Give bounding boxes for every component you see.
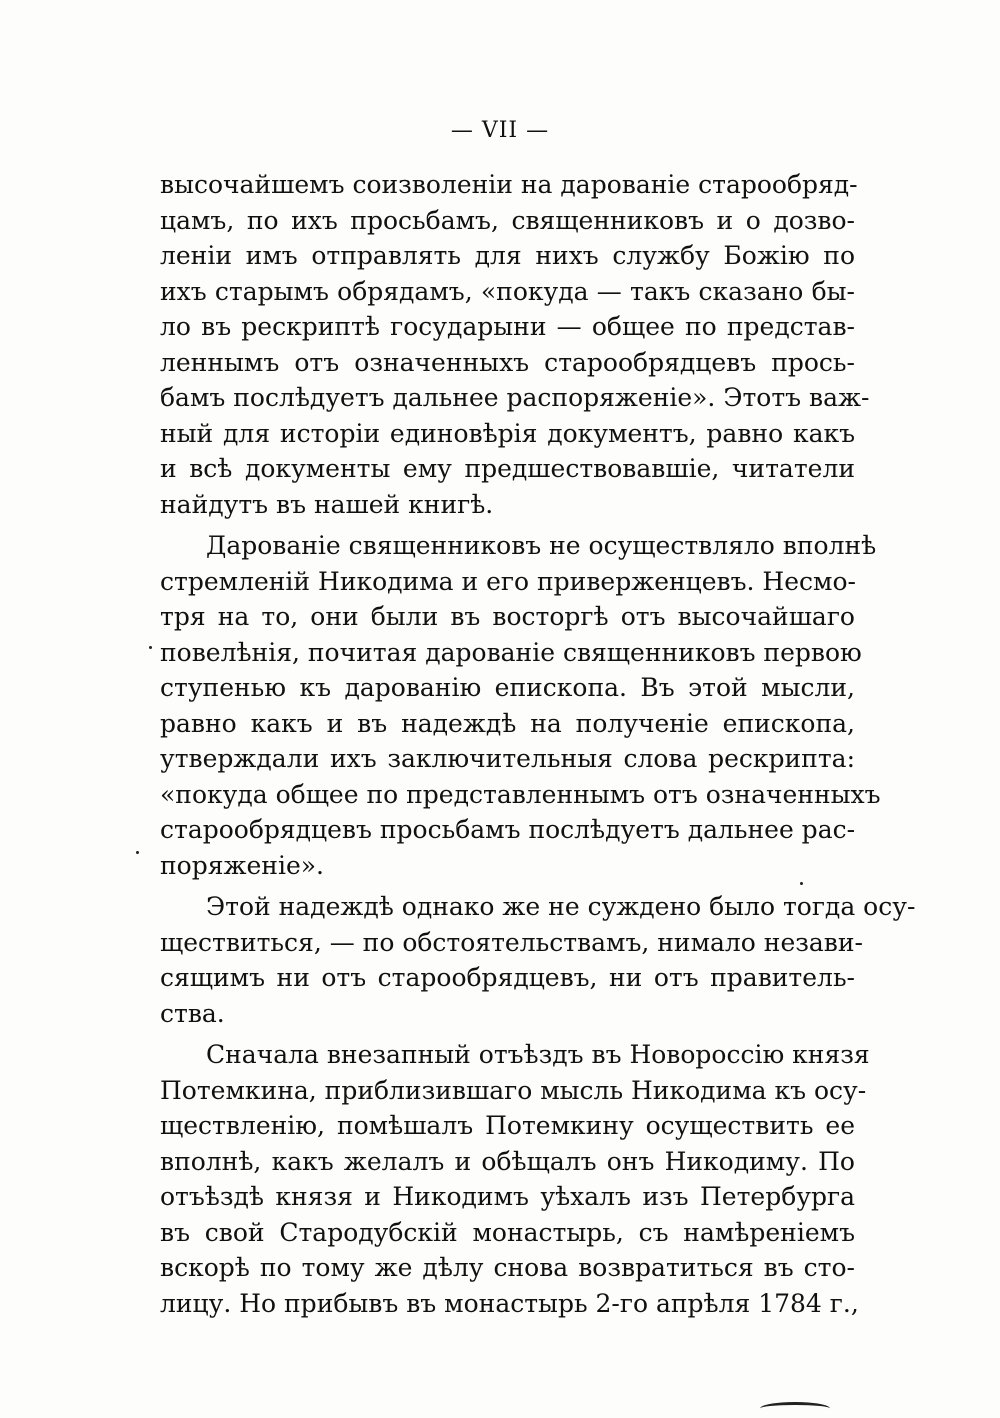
text-line: найдутъ въ нашей книгѣ. <box>160 489 494 519</box>
paragraph <box>160 1037 870 1321</box>
paragraph <box>160 889 916 1031</box>
text-line: равно какъ и въ надеждѣ на полученіе епископа, <box>160 708 855 738</box>
text-line: цамъ, по ихъ просьбамъ, священниковъ и о дозво- <box>160 205 855 235</box>
text-line: Этой надеждѣ однако же не суждено было тогда осу- <box>206 892 916 921</box>
text-line: отъѣздѣ князя и Никодимъ уѣхалъ изъ Петербурга <box>160 1182 855 1211</box>
next-page-bleed-mark <box>760 1402 830 1415</box>
text-line: утверждали ихъ заключительныя слова рескрипта: <box>160 744 855 773</box>
ink-speck <box>800 882 803 885</box>
text-line: ло въ рескриптѣ государыни — общее по представ- <box>160 312 855 341</box>
text-line: леннымъ отъ означенныхъ старообрядцевъ прось- <box>160 347 855 377</box>
text-line: стремленій Никодима и его приверженцевъ. Несмо- <box>160 566 856 596</box>
text-line: Сначала внезапный отъѣздъ въ Новороссію князя <box>206 1040 870 1069</box>
text-line: ства. <box>160 998 225 1028</box>
text-line: вполнѣ, какъ желалъ и обѣщалъ онъ Никодиму. По <box>160 1146 855 1176</box>
paragraph <box>160 167 870 522</box>
text-line: Потемкина, приблизившаго мысль Никодима къ осу- <box>160 1075 867 1105</box>
text-line: ный для исторіи единовѣрія документъ, равно какъ <box>160 418 855 448</box>
text-line: поряженіе». <box>160 850 324 880</box>
ink-speck <box>136 851 139 854</box>
text-line: и всѣ документы ему предшествовавшіе, читатели <box>160 454 855 483</box>
text-line: въ свой Стародубскій монастырь, съ намѣреніемъ <box>160 1217 855 1247</box>
paragraph <box>160 528 881 883</box>
body-text <box>160 167 916 1321</box>
text-line: тря на то, они были въ восторгѣ отъ высочайшаго <box>160 602 855 631</box>
text-line: сящимъ ни отъ старообрядцевъ, ни отъ правитель- <box>160 963 855 992</box>
ink-speck <box>149 646 152 649</box>
text-line: вскорѣ по тому же дѣлу снова возвратиться въ сто- <box>160 1253 855 1282</box>
text-line: высочайшемъ соизволеніи на дарованіе старообряд- <box>160 170 858 199</box>
text-line: «покуда общее по представленнымъ отъ означенныхъ <box>160 779 881 809</box>
page-number: — VII — <box>450 118 550 143</box>
text-line: лицу. Но прибывъ въ монастырь 2-го апрѣля 1784 г., <box>160 1288 859 1318</box>
text-line: ществиться, — по обстоятельствамъ, нимало незави- <box>160 927 863 957</box>
text-line: повелѣнія, почитая дарованіе священниковъ первою <box>160 637 862 667</box>
text-line: леніи имъ отправлять для нихъ службу Божію по <box>160 241 855 270</box>
text-line: ществленію, помѣшалъ Потемкину осуществить ее <box>160 1111 855 1140</box>
text-line: бамъ послѣдуетъ дальнее распоряженіе». Этотъ важ- <box>160 383 870 412</box>
text-line: Дарованіе священниковъ не осуществляло вполнѣ <box>206 531 877 560</box>
text-line: ступенью къ дарованію епископа. Въ этой мысли, <box>160 673 855 702</box>
text-line: ихъ старымъ обрядамъ, «покуда — такъ сказано бы- <box>160 276 855 306</box>
text-line: старообрядцевъ просьбамъ послѣдуетъ дальнее рас- <box>160 815 856 844</box>
